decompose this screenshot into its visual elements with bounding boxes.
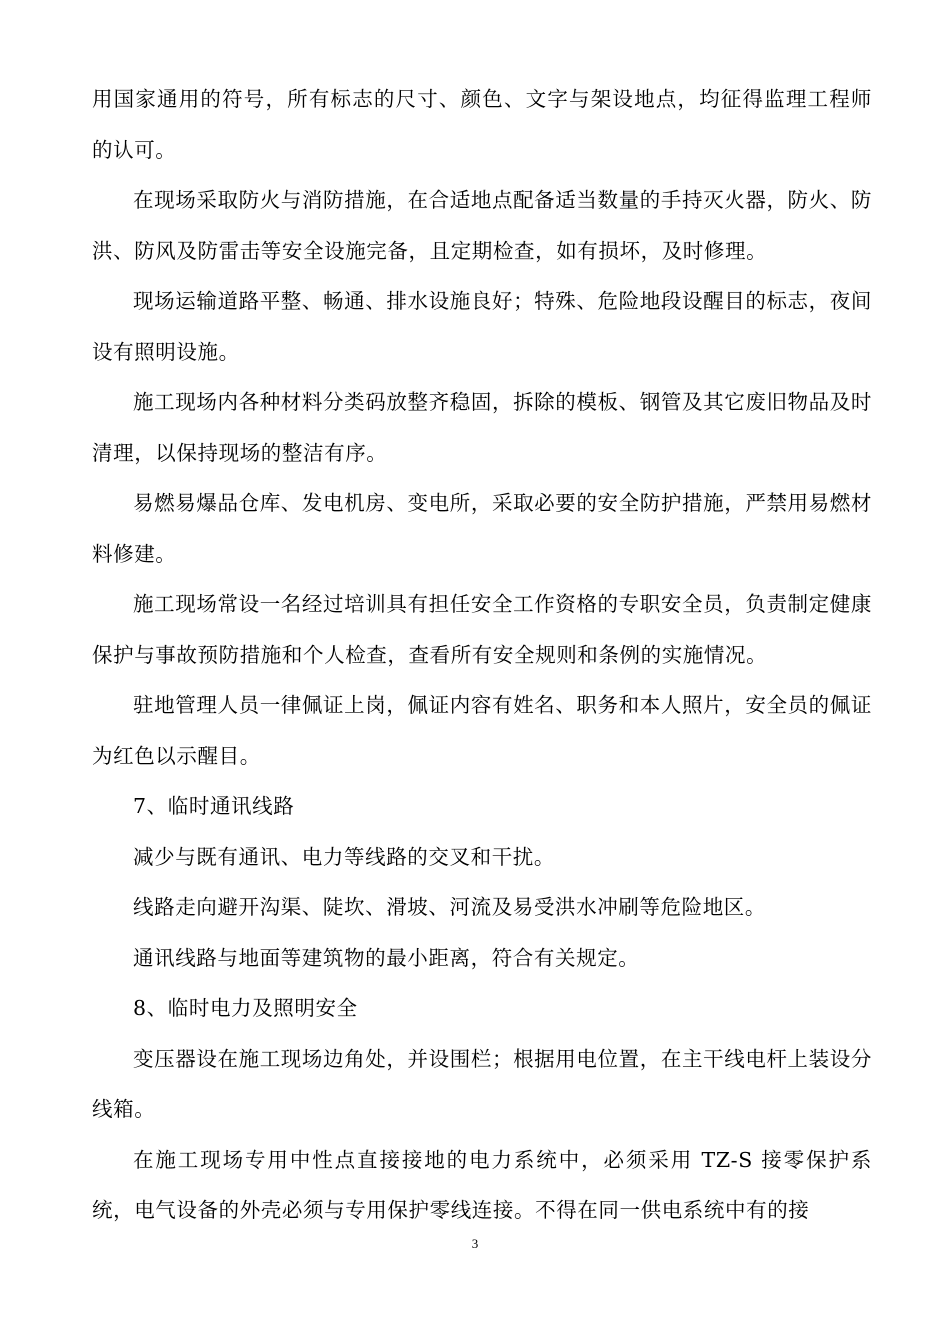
paragraph-9: 线路走向避开沟渠、陡坎、滑坡、河流及易受洪水冲刷等危险地区。 [133,895,766,919]
page-number: 3 [471,1236,479,1251]
paragraph-8: 减少与既有通讯、电力等线路的交叉和干扰。 [133,844,555,869]
paragraph-10: 通讯线路与地面等建筑物的最小距离，符合有关规定。 [133,945,640,970]
paragraph-6: 施工现场常设一名经过培训具有担任安全工作资格的专职安全员，负责制定健康保护与事故预防措施和个人检查，查看所有安全规则和条例的实施情况。 [92,592,872,667]
section-heading-8: 8、临时电力及照明安全 [133,996,358,1020]
paragraph-2: 在现场采取防火与消防措施，在合适地点配备适当数量的手持灭火器，防火、防洪、防风及防雷击等安全设施完备，且定期检查，如有损坏，及时修理。 [92,188,872,263]
document-body [92,74,872,1236]
paragraph-1: 用国家通用的符号，所有标志的尺寸、颜色、文字与架设地点，均征得监理工程师的认可。 [92,87,872,162]
section-heading-7: 7、临时通讯线路 [133,794,295,818]
paragraph-4: 施工现场内各种材料分类码放整齐稳固，拆除的模板、钢管及其它废旧物品及时清理，以保持现场的整洁有序。 [92,390,872,465]
paragraph-5: 易燃易爆品仓库、发电机房、变电所，采取必要的安全防护措施，严禁用易燃材料修建。 [92,491,872,566]
paragraph-12: 在施工现场专用中性点直接接地的电力系统中，必须采用 TZ-S 接零保护系统，电气设备的外壳必须与专用保护零线连接。不得在同一供电系统中有的接 [92,1147,872,1222]
paragraph-11: 变压器设在施工现场边角处，并设围栏；根据用电位置，在主干线电杆上装设分线箱。 [92,1046,872,1121]
paragraph-7: 驻地管理人员一律佩证上岗，佩证内容有姓名、职务和本人照片，安全员的佩证为红色以示醒目。 [92,693,872,768]
paragraph-3: 现场运输道路平整、畅通、排水设施良好；特殊、危险地段设醒目的标志，夜间设有照明设施。 [92,289,872,364]
